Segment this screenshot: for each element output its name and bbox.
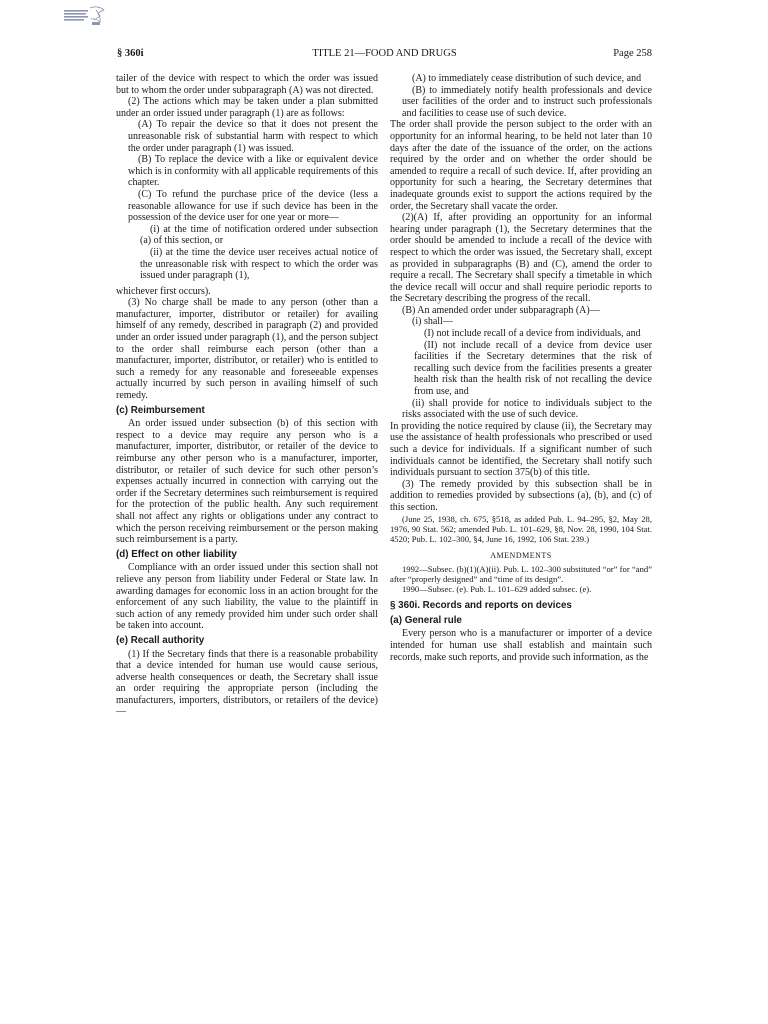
paragraph: (B) An amended order under subparagraph (A)— [402,304,600,316]
paragraph: 1990—Subsec. (e). Pub. L. 101–629 added subsec. (e). [402,584,592,595]
right-column [390,73,652,663]
section-heading: (e) Recall authority [116,634,205,646]
paragraph: The order shall provide the person subject to the order with an opportunity for an informal hearing, to be held not later than 10 days after the date of the issuance of the order, on the actions required by the order and on whether the order should be amended to require a recall of such device. If, after providing an opportunity for such a hearing, the Secretary determines that inadequate grounds exist to support the actions required by the order, the Secretary shall vacate the order. [390,119,652,212]
paragraph: whichever first occurs). [116,285,211,297]
paragraph: (C) To refund the purchase price of the device (less a reasonable allowance for use if such device has been in the possession of the device user for one year or more— [128,188,378,224]
paragraph: (i) at the time of notification ordered under subsection (a) of this section, or [140,223,378,247]
running-title: TITLE 21—FOOD AND DRUGS [312,48,457,59]
paragraph: Compliance with an order issued under this section shall not relieve any person from liability under Federal or State law. In awarding damages for economic loss in an action brought for the enforcement of any such liability, the value to the plaintiff in such action of any remedy provided him under such order shall be taken into account. [116,562,378,632]
paragraph: (A) to immediately cease distribution of such device, and [412,73,642,84]
section-heading: (a) General rule [390,614,462,626]
paragraph: (A) To repair the device so that it does not present the unreasonable risk of substantial harm with respect to which the order under paragraph (1) was issued. [128,119,378,154]
paragraph: (ii) at the time the device user receives actual notice of the unreasonable risk with respect to which the order was issued under paragraph (1), [140,246,378,282]
section-heading: § 360i. Records and reports on devices [390,600,572,612]
paragraph: (ii) shall provide for notice to individuals subject to the risks associated with the use of such device. [402,397,652,421]
section-number: § 360i [117,48,144,59]
paragraph: (B) To replace the device with a like or equivalent device which is in conformity with all applicable requirements of this chapter. [128,154,378,189]
page-number: Page 258 [613,48,652,59]
paragraph: An order issued under subsection (b) of this section with respect to a device may require any person who is a manufacturer, importer, distributor, or retailer of the device to reimburse any other person who is a manufacturer, importer, distributor, or retailer of such device for such other person’s expenses actually incurred in connection with carrying out the order if the Secretary determines such reimbursement is required for the protection of the public health. Any such requirement shall not affect any rights or obligations under any contract to which the person receiving reimbursement or the person making such reimbursement is a party. [116,418,378,546]
paragraph: (2) The actions which may be taken under a plan submitted under an order issued under paragraph (1) are as follows: [116,96,378,119]
page-header [117,48,652,62]
paragraph: In providing the notice required by clause (ii), the Secretary may use the assistance of health professionals who prescribed or used such a device for individuals. If a significant number of such individuals cannot be identified, the Secretary shall notify such individuals pursuant to section 375(b) of this title. [390,420,652,479]
gpo-authentication-seal [62,4,108,28]
paragraph: tailer of the device with respect to which the order was issued but to whom the order under subparagraph (A) was not directed. [116,73,378,96]
paragraph: (June 25, 1938, ch. 675, §518, as added Pub. L. 94–295, §2, May 28, 1976, 90 Stat. 562; amended Pub. L. 101–629, §8, Nov. 28, 1990, 104 Stat. 4520; Pub. L. 102–300, §4, June 16, 1992, 106 Stat. 239.) [390,513,652,544]
paragraph: (i) shall— [412,316,453,328]
section-heading: AMENDMENTS [490,550,552,560]
section-heading: (c) Reimbursement [116,404,205,416]
left-column [116,73,378,718]
paragraph: (1) If the Secretary finds that there is a reasonable probability that a device intended for human use would cause serious, adverse health consequences or death, the Secretary shall issue an order requiring the appropriate person (including the manufacturers, importers, distributors, or retailers of the device)— [116,648,378,718]
paragraph: Every person who is a manufacturer or importer of a device intended for human use shall establish and maintain such records, make such reports, and provide such information, as the [390,628,652,663]
paragraph: (2)(A) If, after providing an opportunity for an informal hearing under paragraph (1), the Secretary determines that the order should be amended to include a recall of the device with respect to which the order was issued, the Secretary shall, except as provided in subparagraphs (B) and (C), amend the order to require a recall. The Secretary shall specify a timetable in which the device recall will occur and shall require periodic reports to the Secretary describing the progress of the recall. [390,212,652,305]
paragraph: 1992—Subsec. (b)(1)(A)(ii). Pub. L. 102–300 substituted “or” for “and” after “properly designed” and “time of its design”. [390,564,652,585]
paragraph: (3) No charge shall be made to any person (other than a manufacturer, importer, distributor or retailer) for availing himself of any remedy, described in paragraph (2) and provided under an order issued under paragraph (1), and the person subject to the order shall reimburse each person (other than a manufacturer, importer, distributor, or retailer) who is entitled to such a remedy for any reasonable and foreseeable expenses actually incurred by such person in availing himself of such remedy. [116,297,378,402]
paragraph: (I) not include recall of a device from individuals, and [424,328,641,340]
paragraph: (B) to immediately notify health professionals and device user facilities of the order and to instruct such professionals and facilities to cease use of such device. [402,84,652,119]
paragraph: (II) not include recall of a device from device user facilities if the Secretary determines that the risk of recalling such device from the facilities presents a greater health risk than the health risk of not recalling the device from use, and [414,339,652,398]
paragraph: (3) The remedy provided by this subsection shall be in addition to remedies provided by subsections (a), (b), and (c) of this section. [390,478,652,513]
section-heading: (d) Effect on other liability [116,548,237,560]
